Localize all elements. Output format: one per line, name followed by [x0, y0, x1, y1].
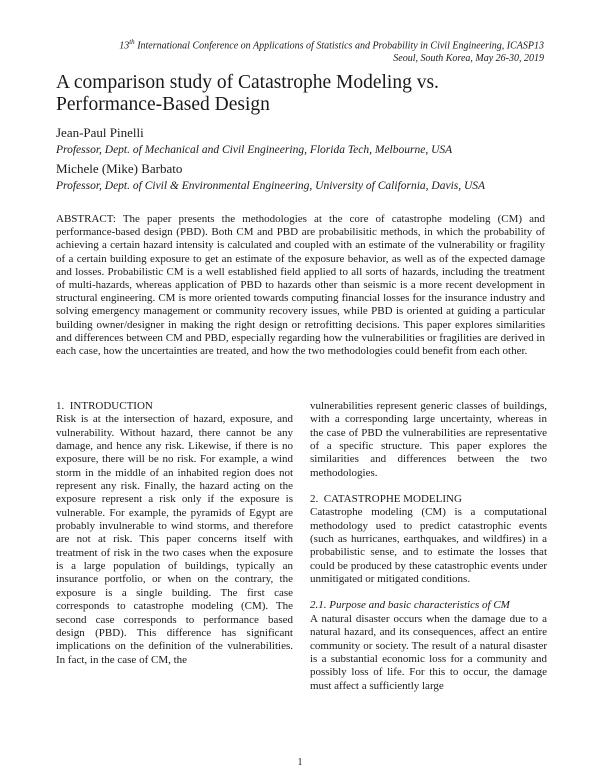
right-column: [310, 400, 547, 693]
section-heading-introduction: 1. INTRODUCTION: [56, 400, 153, 412]
purpose-paragraph: A natural disaster occurs when the damage due to a natural hazard, and its consequences, affect an entire community or society. The result of a natural disaster is a substantial economic loss for a community and possibly loss of life. For this to occur, the damage must affect a sufficiently large: [310, 612, 547, 692]
introduction-paragraph: Risk is at the intersection of hazard, exposure, and vulnerability. Without hazard, there cannot be any damage, and hence any risk. Likewise, if there is no exposure, there will be no risk. For example, a wind storm in the middle of an inhabited region does not represent any risk. Finally, the hazard acting on the exposure represent a risk only if the exposure is vulnerable. For example, the pyramids of Egypt are probably invulnerable to wind storms, and therefore are not at risk. This paper concerns itself with treatment of risk in the two cases when the exposure is a large population of buildings, typically an insurance portfolio, or when on the contrary, the exposure is a single building. The first case corresponds to catastrophe modeling (CM). The second case corresponds to performance based design (PBD). This difference has significant implications on the definition of the vulnerabilities. In fact, in the case of CM, the: [56, 413, 293, 666]
section-heading-catastrophe-modeling: 2. CATASTROPHE MODELING: [310, 493, 462, 506]
author-affiliation: Professor, Dept. of Civil & Environmental Engineering, University of California, Davis, USA: [56, 180, 486, 192]
page-number: 1: [297, 757, 303, 768]
subsection-heading-purpose: 2.1. Purpose and basic characteristics of CM: [310, 599, 510, 612]
author-name: Michele (Mike) Barbato: [56, 161, 183, 176]
author-affiliation: Professor, Dept. of Mechanical and Civil Engineering, Florida Tech, Melbourne, USA: [56, 144, 453, 156]
catastrophe-modeling-paragraph: Catastrophe modeling (CM) is a computational methodology used to predict catastrophic events (such as hurricanes, earthquakes, and wildfires) in a probabilistic sense, and to estimate the losses that could be produced by these catastrophic events under unmitigated or mitigated conditions.: [310, 506, 547, 586]
paper-title: A comparison study of Catastrophe Modeling vs. Performance-Based Design: [56, 72, 439, 115]
left-column: [56, 400, 293, 667]
conference-line-2: Seoul, South Korea, May 26-30, 2019: [393, 52, 544, 64]
conference-header: [84, 36, 544, 65]
author-name: Jean-Paul Pinelli: [56, 125, 144, 140]
introduction-paragraph-continued: vulnerabilities represent generic classes of buildings, with a corresponding large uncertainty, whereas in the case of PBD the vulnerabilities are representative of a specific structure. This paper explores the similarities and differences between the two methodologies.: [310, 400, 547, 479]
abstract: ABSTRACT: The paper presents the methodologies at the core of catastrophe modeling (CM) and performance-based design (PBD). Both CM and PBD are probabilisitic methods, in which the probability of achieving a certain hazard intensity is calculated and coupled with an estimate of the vulnerability or fragility of a certain building exposure to get an estimate of the exposure behavior, as well as of the expected damage and losses. Probabilistic CM is a well established field applied to all sorts of hazards, including the treatment of multi-hazards, whereas application of PBD to hazards other than seismic is a more recent development in structural engineering. CM is more oriented towards computing financial losses for the insurance industry and solving emergency management or community recovery issues, while PBD is oriented at guiding a particular building owner/designer in making the right design or retrofitting decisions. This paper explores similarities and differences between CM and PBD, especially regarding how the vulnerabilities or fragilities are derived in each case, how the uncertainties are treated, and how the two methodologies could benefit from each other.: [56, 213, 545, 358]
conference-line-1: 13th International Conference on Applications of Statistics and Probability in Civil Engineering, ICASP13: [119, 38, 544, 52]
